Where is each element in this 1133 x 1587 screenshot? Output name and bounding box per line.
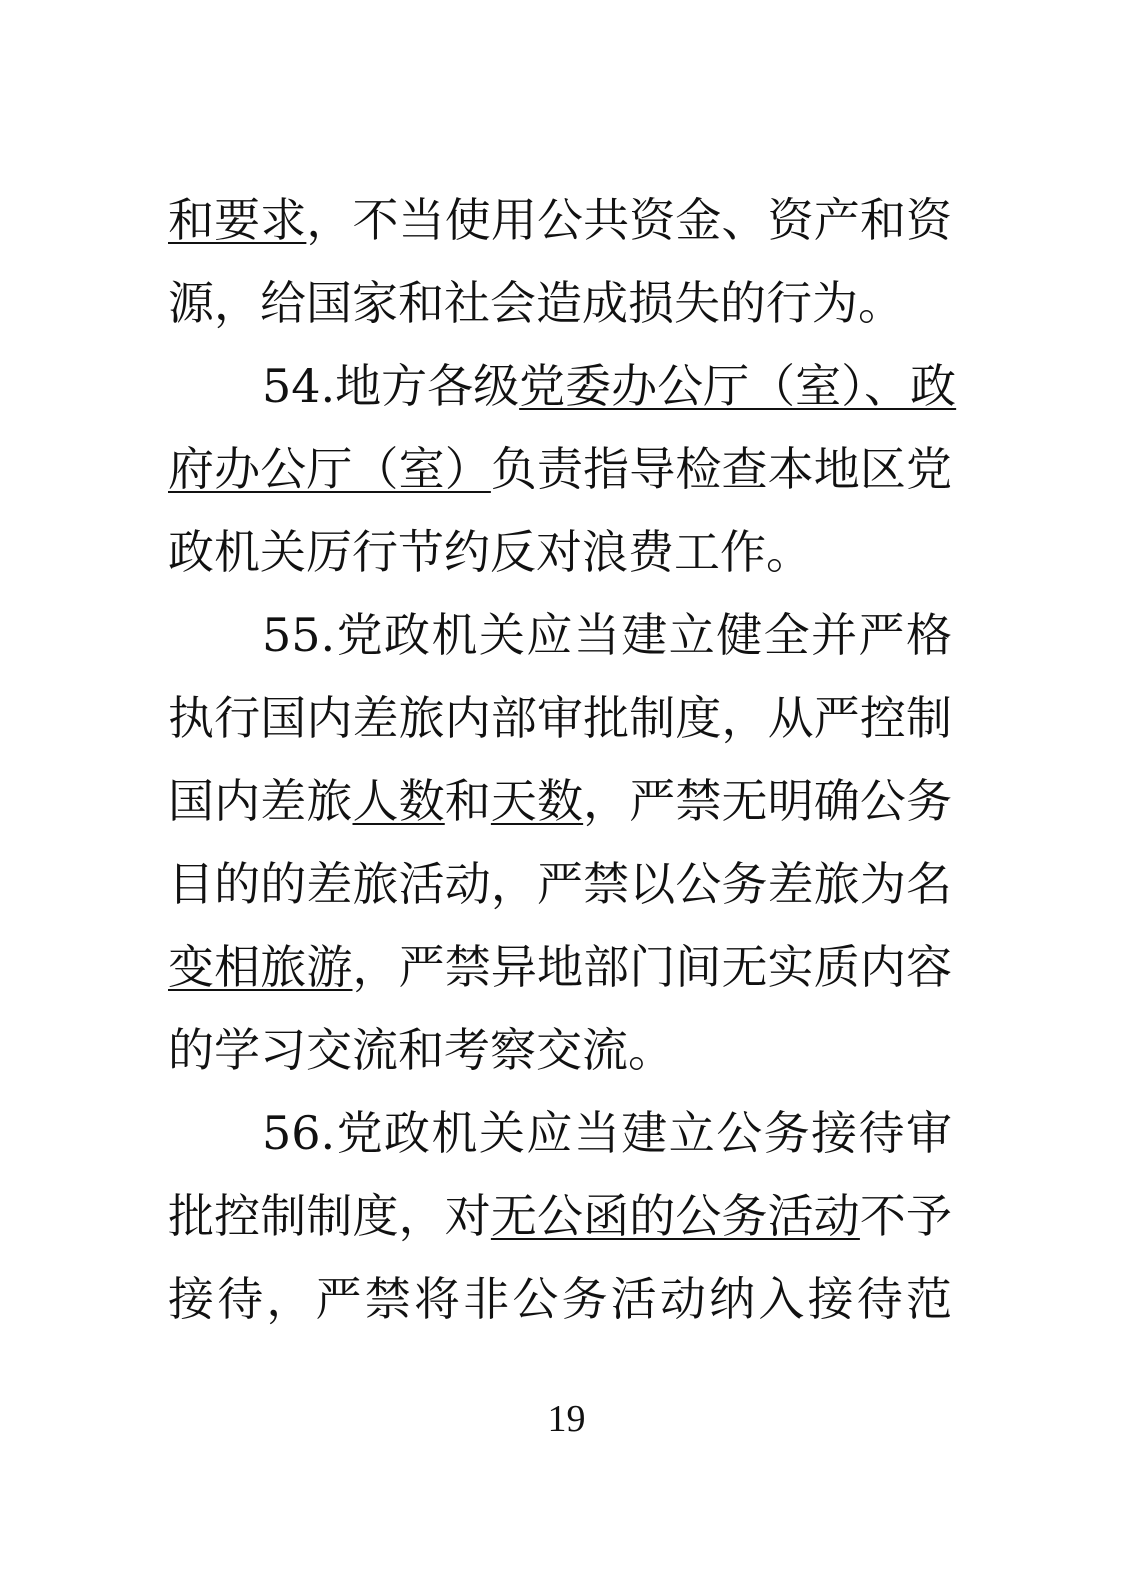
text-segment: 55.党政机关应当建立健全并严格	[262, 608, 952, 662]
text-segment: 源，给国家和社会造成损失的行为。	[168, 276, 904, 330]
text-segment: 和	[444, 774, 491, 828]
text-line-10	[168, 932, 952, 1002]
text-segment: 不予	[859, 1189, 952, 1243]
text-line-8	[168, 766, 952, 836]
text-segment: 国内差旅	[168, 774, 353, 828]
text-line-1	[168, 185, 952, 255]
text-line-13	[168, 1181, 952, 1251]
underlined-phrase: 党委办公厅（室）、政	[519, 359, 957, 413]
underlined-phrase: 和要求	[168, 193, 307, 247]
text-segment: 批控制制度，对	[168, 1189, 491, 1243]
text-segment: ，不当使用公共资金、资产和资	[306, 193, 952, 247]
text-line-2	[168, 268, 952, 338]
text-line-7	[168, 683, 952, 753]
text-line-5	[168, 517, 952, 587]
text-segment: 56.党政机关应当建立公务接待审	[262, 1106, 952, 1160]
text-segment: 政机关厉行节约反对浪费工作。	[168, 525, 812, 579]
underlined-phrase: 无公函的公务活动	[490, 1189, 860, 1243]
underlined-phrase: 府办公厅（室）	[168, 442, 491, 496]
text-segment: ，严禁异地部门间无实质内容	[352, 940, 952, 994]
text-line-4	[168, 434, 952, 504]
text-line-3	[262, 351, 957, 421]
text-segment: 负责指导检查本地区党	[490, 442, 952, 496]
underlined-phrase: 人数	[352, 774, 445, 828]
underlined-phrase: 天数	[490, 774, 584, 828]
text-segment: 接待，严禁将非公务活动纳入接待范	[168, 1272, 952, 1326]
text-line-14	[168, 1264, 952, 1334]
text-segment: 54.地方各级	[262, 359, 520, 413]
text-line-12	[262, 1098, 952, 1168]
text-line-9	[168, 849, 952, 919]
text-line-11	[168, 1015, 952, 1085]
text-segment: 执行国内差旅内部审批制度，从严控制	[168, 691, 952, 745]
page-number: 19	[547, 1398, 586, 1440]
text-segment: ，严禁无明确公务	[583, 774, 952, 828]
text-line-6	[262, 600, 952, 670]
text-segment: 目的的差旅活动，严禁以公务差旅为名	[168, 857, 952, 911]
underlined-phrase: 变相旅游	[168, 940, 353, 994]
text-segment: 的学习交流和考察交流。	[168, 1023, 674, 1077]
